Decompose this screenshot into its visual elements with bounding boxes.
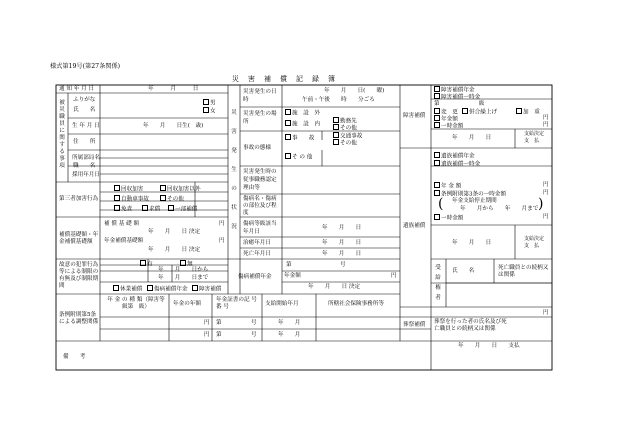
page-title: 災害補償記録簿 <box>232 75 344 83</box>
form-number: 様式第19号(第27条関係) <box>50 63 121 70</box>
restriction-type-2[interactable]: 障害補償 <box>192 285 221 293</box>
survivor-decided-date: 年 月 日 <box>452 240 492 246</box>
death-date-label: 死亡年月日 <box>243 251 271 257</box>
pension-cert-header: 年金証書の記 号 番 号 <box>216 297 257 310</box>
notified-date-label: 通 知 年 月 日 <box>59 86 95 92</box>
grade-sub-aggravate[interactable]: 加 重 <box>516 108 540 116</box>
survivor-pension-yen: 円 <box>543 182 549 188</box>
place-inside-option[interactable]: 施 設 内 <box>285 120 320 128</box>
disability-label: 障害補償 <box>403 113 426 119</box>
disability-lump-amount[interactable]: 一時金額 <box>434 122 463 130</box>
injury-grade-value: 年 月 日 <box>322 225 362 231</box>
adj-row2-yen: 円 <box>204 332 210 338</box>
furigana-label: ふりがな <box>73 97 96 103</box>
injury-pension-dai: 第 <box>286 262 292 268</box>
job-title-label: 職 名 <box>73 163 96 169</box>
place-outside-option[interactable]: 施 設 外 <box>285 109 320 117</box>
survivor-appendix-yen: 円 <box>543 190 549 196</box>
funeral-person-label: 葬祭を行った者の氏名及び死亡職員との続柄又は関係 <box>434 319 507 332</box>
survivor-pay-decided: 支給決定 <box>524 236 545 242</box>
restriction-to: 年 月 日まで <box>158 275 209 281</box>
restriction-type-0[interactable]: 休業補償 <box>113 285 142 293</box>
pension-basic-decided: 年 月 日 決定 <box>148 247 201 253</box>
injury-name-label: 傷病名・傷病の部位及び程度 <box>243 196 277 216</box>
recipient-name-label: 氏 名 <box>452 268 475 274</box>
basic-amount-unit1: 円 <box>219 221 225 227</box>
address-label: 住 所 <box>73 139 96 145</box>
disability-lump-yen: 円 <box>543 122 549 128</box>
third-opt-0[interactable]: 回収加害 <box>114 185 143 193</box>
adjustment-label: 条例附則第5条による調整関係 <box>59 312 99 325</box>
survivor-appendix-amount[interactable]: 条例附則第3条の一時金額 <box>434 190 506 198</box>
disability-grade: 第 級 <box>434 101 485 107</box>
gender-female-option[interactable]: 女 <box>203 107 216 115</box>
cause-other-option[interactable]: そ の 他 <box>285 153 312 161</box>
third-opt-4[interactable]: 免責 <box>114 205 132 213</box>
adj-row2-dai: 第 <box>216 332 222 338</box>
office-header: 所轄社会保険事務所等 <box>328 301 384 307</box>
pension-basic-unit: 円 <box>219 238 225 244</box>
department-label: 所属部局名 <box>72 155 100 161</box>
restriction-yes[interactable]: 有 <box>140 260 153 268</box>
third-opt-3[interactable]: その他 <box>160 195 184 203</box>
name-label: 氏 名 <box>73 107 96 113</box>
survivor-lump-option[interactable]: 遺族補償一時金 <box>434 160 480 168</box>
survivor-lump-yen: 円 <box>543 214 549 220</box>
disability-pension-yen: 円 <box>543 115 549 121</box>
restriction-label: 故意の犯罪行為等による制限の有無及び制限期間 <box>59 262 99 289</box>
place-sub-other[interactable]: その他 <box>333 124 357 132</box>
grade-sub-combine[interactable]: 併合繰上げ <box>462 108 497 116</box>
adj-row1-go: 号 <box>251 320 257 326</box>
remarks-label: 備 考 <box>63 354 86 360</box>
survivor-pension-amount[interactable]: 年 金 額 <box>434 182 461 190</box>
injury-pension-amount-label: 年金額 <box>284 273 301 279</box>
pension-basic-row: 年金補償基礎額 <box>104 238 144 244</box>
death-date-value: 年 月 日 <box>322 251 362 257</box>
recipient-relation-label: 死亡職員との続柄又は関係 <box>498 265 549 278</box>
injury-pension-decided: 年 月 日 決定 <box>308 284 361 290</box>
restriction-type-1[interactable]: 傷病補償年金 <box>147 285 188 293</box>
restriction-no[interactable]: 無 <box>180 260 193 268</box>
duty-reason-label: 災害発生時の従事職務認定理由等 <box>243 169 277 191</box>
occurrence-place-label: 災害発生の場 所 <box>243 111 288 125</box>
injury-pension-go: 号 <box>340 262 346 268</box>
third-opt-5[interactable]: 求償 <box>142 205 160 213</box>
occurrence-datetime-value: 年 月 日( 曜) <box>324 88 385 94</box>
third-party-label: 第三者加害行為 <box>59 196 99 202</box>
basic-amount-decided1: 年 月 日 決定 <box>148 229 201 235</box>
survivor-label: 遺族補償 <box>403 223 426 229</box>
hire-date-label: 採用年月日 <box>72 172 100 178</box>
employee-section-label: 被災職員に関する事項 <box>59 100 65 169</box>
basic-amount-row1: 補 償 基 礎 額 <box>104 221 140 227</box>
birth-date-value: 年 月 日生( 歳) <box>143 123 204 129</box>
injury-pension-yen: 円 <box>391 273 397 279</box>
adj-row1-yen: 円 <box>204 320 210 326</box>
pension-month-header: 年金の年額 <box>173 301 201 307</box>
funeral-label: 葬祭補償 <box>403 322 426 328</box>
injury-pension-label: 傷病補償年金 <box>238 274 272 280</box>
accident-mode-label: 事故の態様 <box>243 145 271 151</box>
cause-sub-traffic[interactable]: 交通事故 <box>333 132 362 140</box>
third-opt-6[interactable]: 一部補償 <box>168 205 197 213</box>
adj-row1-ym: 年 月 <box>278 320 301 326</box>
gender-male-option[interactable]: 男 <box>203 99 216 107</box>
birth-date-label: 生 年 月 日 <box>72 123 100 129</box>
adj-row2-ym: 年 月 <box>278 332 301 338</box>
survivor-lump-amount[interactable]: 一時金額 <box>434 214 463 222</box>
pension-type-header: 年 金 の 種 類（障害等級第 級） <box>107 297 165 310</box>
notified-date-value: 年 月 日 <box>148 86 199 92</box>
place-sub-workplace[interactable]: 勤務先 <box>333 117 357 125</box>
survivor-period-label: 年金支給停止期間 <box>452 198 497 204</box>
pension-start-header: 支給開始年月 <box>265 301 299 307</box>
funeral-pay-date: 年 月 日 支払 <box>458 343 520 349</box>
third-opt-2[interactable]: 自動車事故 <box>114 195 149 203</box>
restriction-from: 年 月 日から <box>158 267 209 273</box>
heal-date-label: 治癒年月日 <box>243 240 271 246</box>
survivor-period-bracket-left: ( <box>438 196 444 212</box>
funeral-amount-yen: 円 <box>543 310 549 316</box>
survivor-pay-paid: 支 払 <box>524 243 540 249</box>
recipient-label: 受給権者 <box>435 265 441 301</box>
survivor-pension-option[interactable]: 遺族補償年金 <box>434 152 475 160</box>
grade-sub-change[interactable]: 変 更 <box>434 108 458 116</box>
disability-pay-decided: 支給決定 <box>524 131 545 137</box>
survivor-period-bracket-right: ) <box>538 196 544 212</box>
heal-date-value: 年 月 日 <box>322 240 362 246</box>
situation-section-label: 災害発生の状況 <box>231 110 237 230</box>
disability-pension-option[interactable]: 障害補償年金 <box>434 86 475 94</box>
occurrence-datetime-label: 災害発生の日 時 <box>243 89 288 103</box>
occurrence-time-value: 午前・午後 時 分ごろ <box>302 97 375 103</box>
cause-sub-other[interactable]: その他 <box>333 139 357 147</box>
cause-accident-option[interactable]: 事 故 <box>285 134 314 142</box>
survivor-period-range: 年 月から 年 月まで <box>460 206 539 212</box>
disability-decided-date: 年 月 日 <box>452 135 492 141</box>
disability-pension-amount[interactable]: 年金額 <box>434 115 458 123</box>
injury-grade-label: 傷病等級該当年月日 <box>243 221 277 235</box>
disability-lump-option[interactable]: 障害補償一時金 <box>434 93 480 101</box>
adj-row2-go: 号 <box>251 332 257 338</box>
basic-amount-label: 補償基礎額・年金補償基礎額 <box>59 232 99 245</box>
disability-pay-paid: 支 払 <box>524 138 540 144</box>
third-opt-1[interactable]: 回収加害以外 <box>160 185 201 193</box>
adj-row1-dai: 第 <box>216 320 222 326</box>
